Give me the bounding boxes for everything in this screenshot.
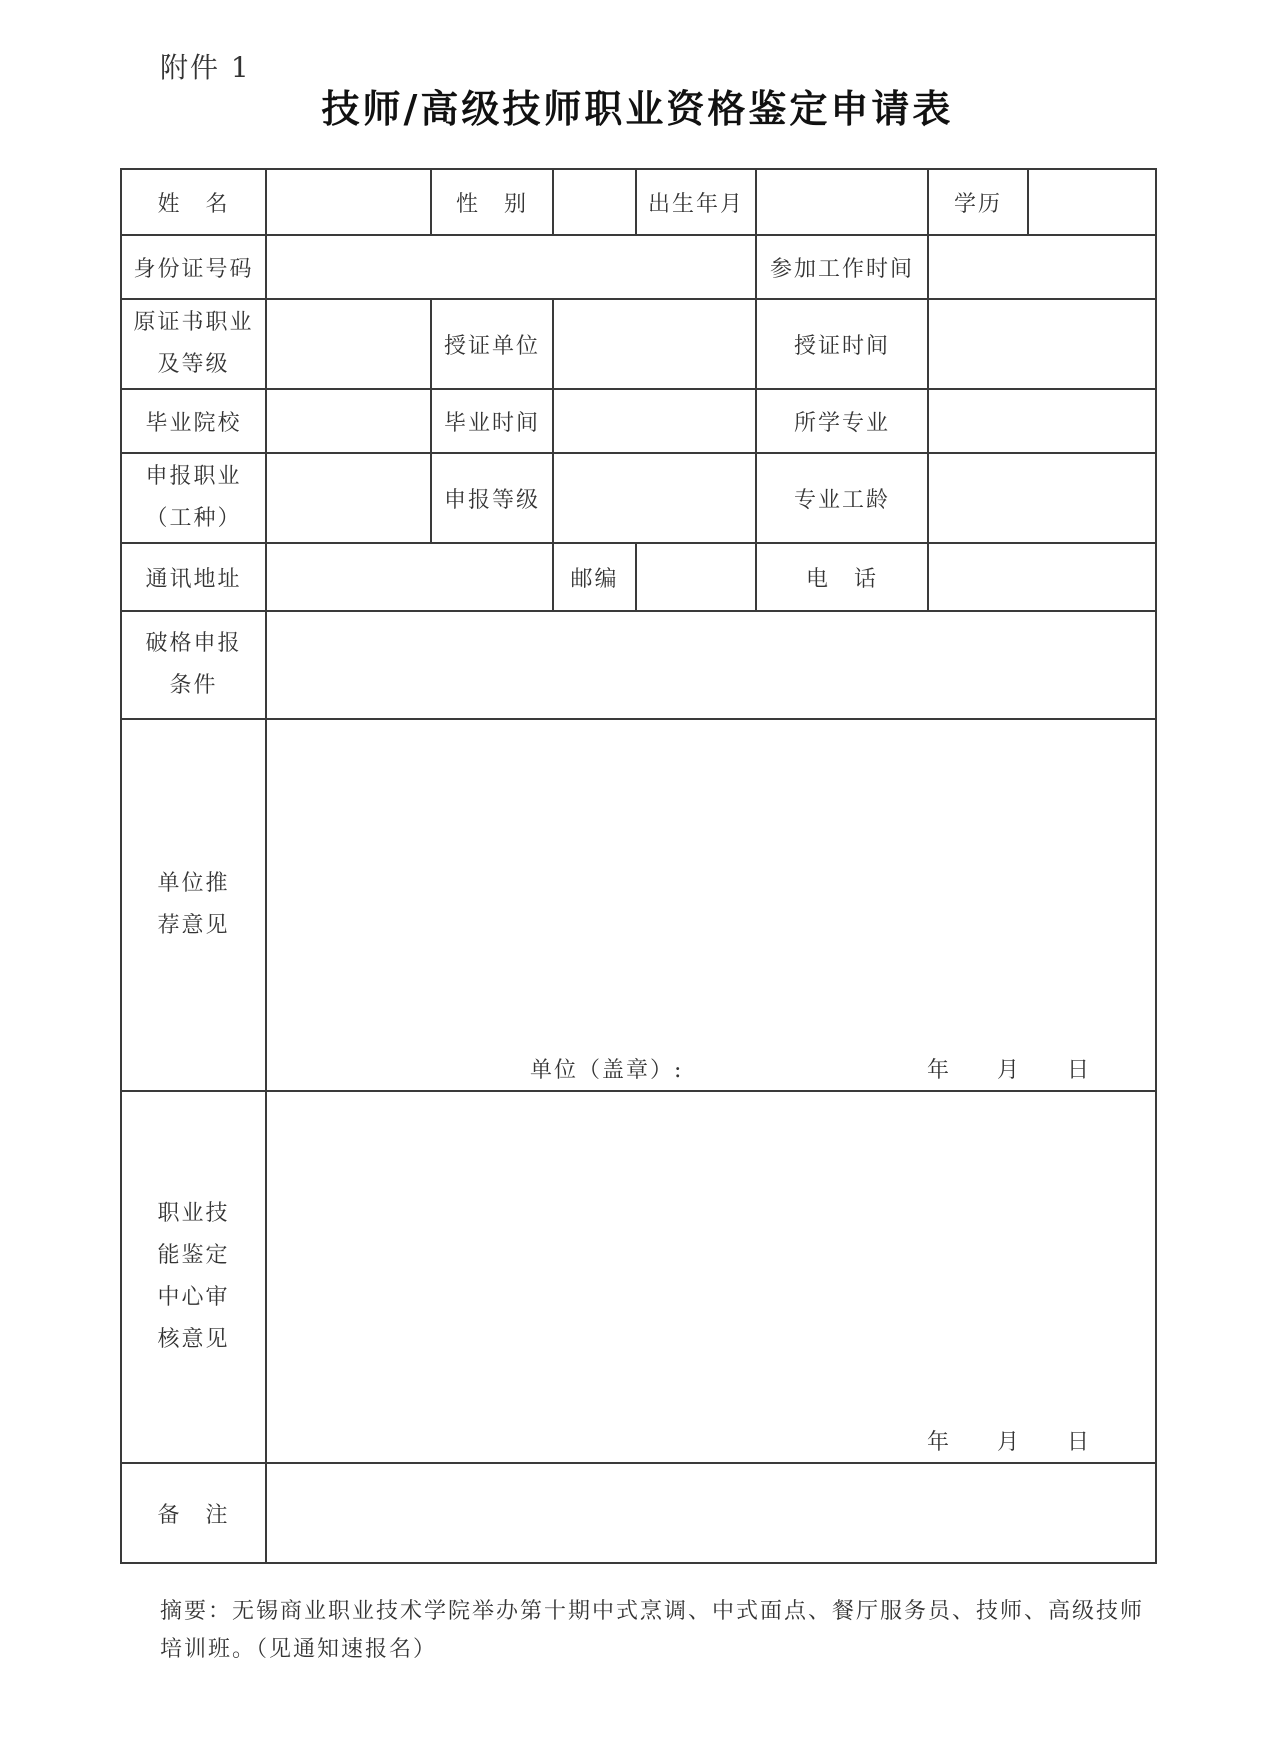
special-label	[121, 611, 266, 719]
row-unit-opinion	[121, 719, 1156, 1091]
orig-cert-label-line2: 及等级	[157, 352, 230, 377]
phone-label: 电 话	[756, 543, 928, 611]
apply-job-field[interactable]	[266, 453, 431, 543]
work-years-field[interactable]	[928, 453, 1156, 543]
center-opinion-field[interactable]	[266, 1091, 1156, 1463]
school-field[interactable]	[266, 389, 431, 453]
apply-level-field[interactable]	[553, 453, 756, 543]
apply-job-label	[121, 453, 266, 543]
postcode-label: 邮编	[553, 543, 636, 611]
address-label: 通讯地址	[121, 543, 266, 611]
row-basic-info	[121, 169, 1156, 235]
grad-time-field[interactable]	[553, 389, 756, 453]
birth-label: 出生年月	[636, 169, 756, 235]
row-apply	[121, 453, 1156, 543]
center-opinion-label-line3: 中心审	[157, 1285, 230, 1310]
unit-opinion-label	[121, 719, 266, 1091]
orig-cert-label	[121, 299, 266, 389]
application-form-table	[120, 168, 1157, 1564]
issue-time-label: 授证时间	[756, 299, 928, 389]
school-label: 毕业院校	[121, 389, 266, 453]
special-field[interactable]	[266, 611, 1156, 719]
education-label: 学历	[928, 169, 1028, 235]
special-label-line2: 条件	[169, 673, 218, 698]
grad-time-label: 毕业时间	[431, 389, 553, 453]
unit-date-day: 日	[1067, 1058, 1092, 1083]
remarks-label: 备 注	[121, 1463, 266, 1563]
row-original-cert	[121, 299, 1156, 389]
name-field[interactable]	[266, 169, 431, 235]
postcode-field[interactable]	[636, 543, 756, 611]
unit-opinion-label-line1: 单位推	[157, 871, 230, 896]
issue-time-field[interactable]	[928, 299, 1156, 389]
work-start-label: 参加工作时间	[756, 235, 928, 299]
orig-cert-field[interactable]	[266, 299, 431, 389]
major-field[interactable]	[928, 389, 1156, 453]
work-start-field[interactable]	[928, 235, 1156, 299]
row-contact	[121, 543, 1156, 611]
special-label-line1: 破格申报	[145, 631, 242, 656]
major-label: 所学专业	[756, 389, 928, 453]
education-field[interactable]	[1028, 169, 1156, 235]
name-label: 姓 名	[121, 169, 266, 235]
gender-field[interactable]	[553, 169, 636, 235]
phone-field[interactable]	[928, 543, 1156, 611]
row-center-opinion	[121, 1091, 1156, 1463]
row-special	[121, 611, 1156, 719]
form-title: 技师/高级技师职业资格鉴定申请表	[321, 86, 954, 131]
address-field[interactable]	[266, 543, 553, 611]
id-label: 身份证号码	[121, 235, 266, 299]
center-date-month: 月	[997, 1430, 1022, 1455]
remarks-field[interactable]	[266, 1463, 1156, 1563]
unit-date-year: 年	[927, 1058, 952, 1083]
orig-cert-label-line1: 原证书职业	[133, 310, 254, 335]
attachment-label: 附件 1	[160, 51, 251, 84]
issuer-field[interactable]	[553, 299, 756, 389]
row-school	[121, 389, 1156, 453]
unit-opinion-field[interactable]	[266, 719, 1156, 1091]
apply-job-label-line2: （工种）	[145, 506, 242, 531]
row-id	[121, 235, 1156, 299]
apply-level-label: 申报等级	[431, 453, 553, 543]
center-opinion-label-line2: 能鉴定	[157, 1243, 230, 1268]
unit-seal-label: 单位（盖章）:	[530, 1058, 684, 1083]
unit-opinion-label-line2: 荐意见	[157, 913, 230, 938]
gender-label: 性 别	[431, 169, 553, 235]
row-remarks	[121, 1463, 1156, 1563]
footer-note: 摘要：无锡商业职业技术学院举办第十期中式烹调、中式面点、餐厅服务员、技师、高级技师培训班。（见通知速报名）	[160, 1599, 1145, 1662]
center-opinion-label-line1: 职业技	[157, 1201, 230, 1226]
birth-field[interactable]	[756, 169, 928, 235]
work-years-label: 专业工龄	[756, 453, 928, 543]
center-opinion-label	[121, 1091, 266, 1463]
center-opinion-label-line4: 核意见	[157, 1327, 230, 1352]
apply-job-label-line1: 申报职业	[145, 464, 242, 489]
issuer-label: 授证单位	[431, 299, 553, 389]
id-field[interactable]	[266, 235, 756, 299]
center-date-year: 年	[927, 1430, 952, 1455]
center-date-day: 日	[1067, 1430, 1092, 1455]
unit-date-month: 月	[997, 1058, 1022, 1083]
